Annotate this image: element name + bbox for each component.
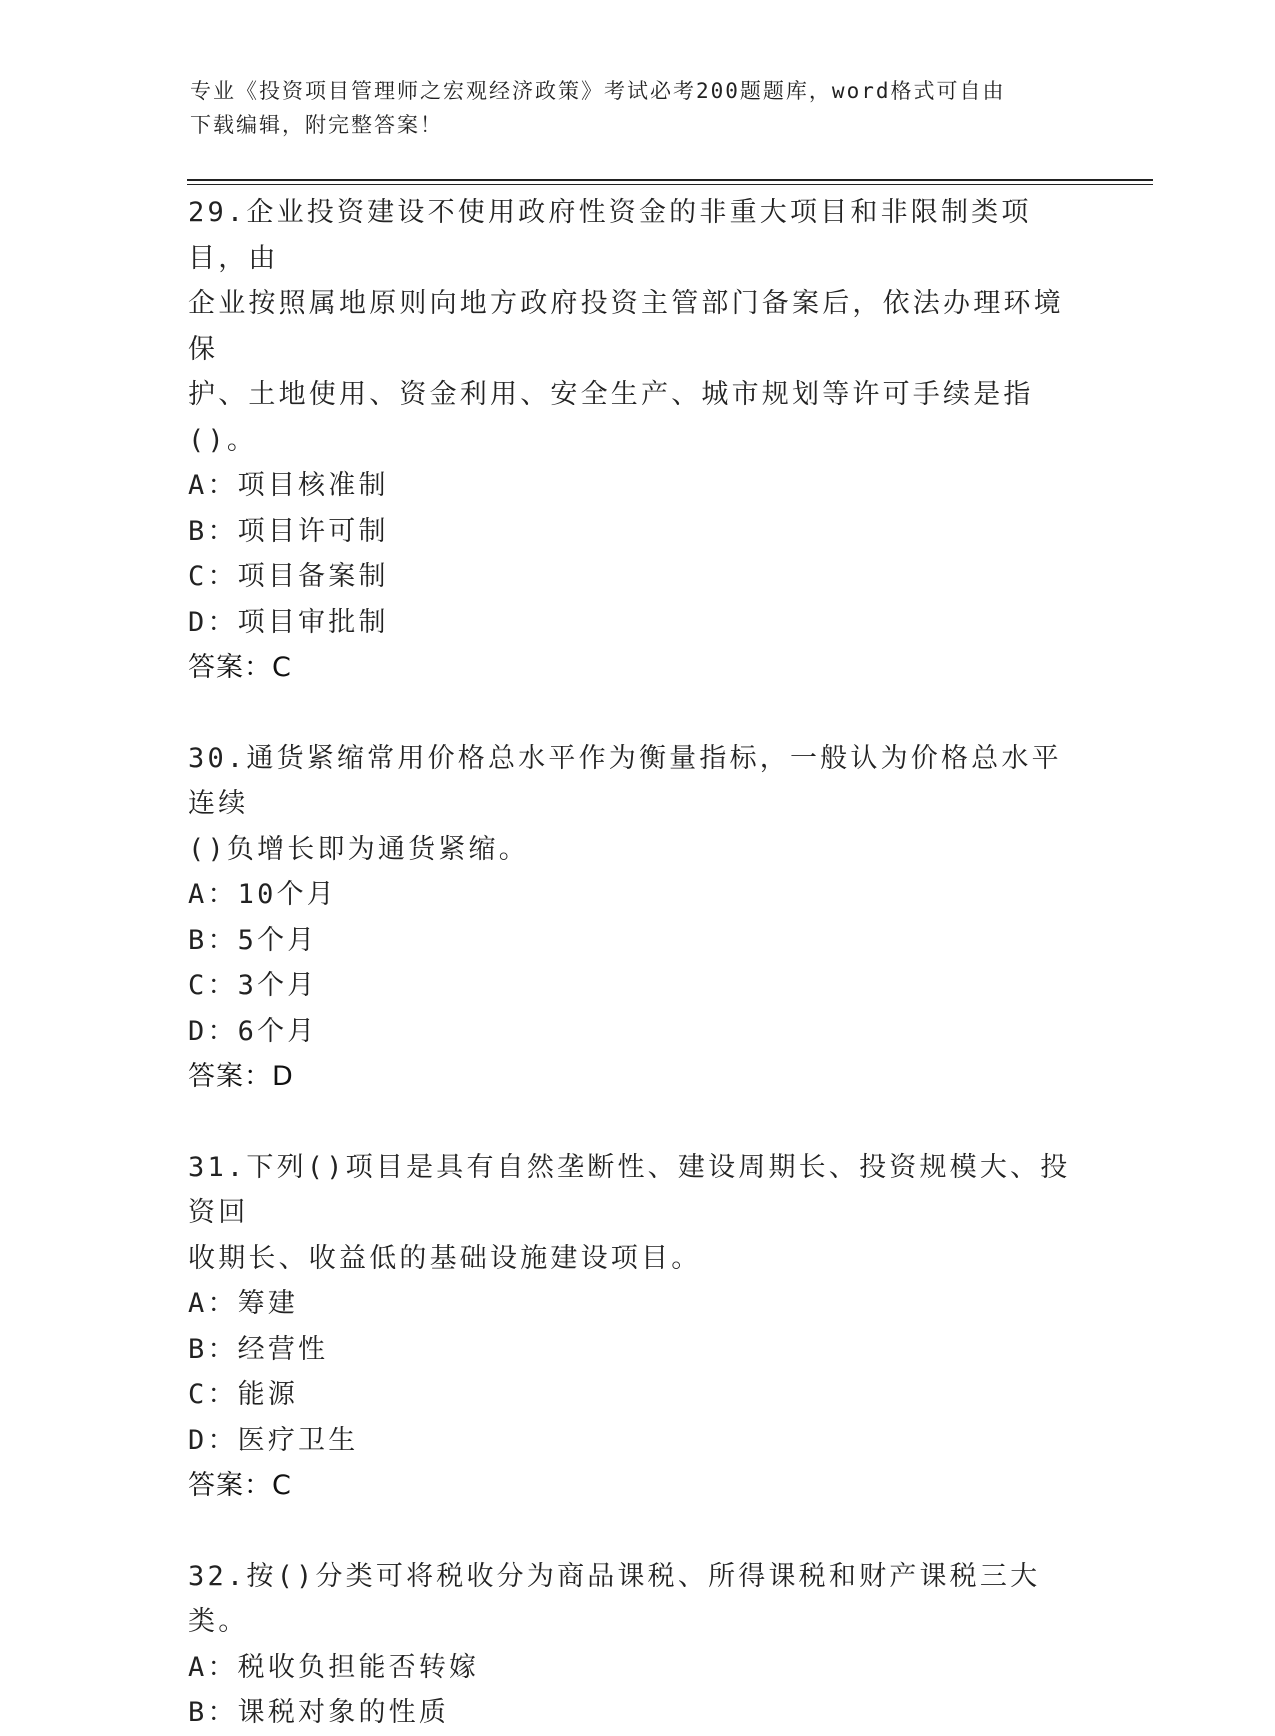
question-32: [188, 1554, 1088, 1736]
header-line-2: 下载编辑，附完整答案！: [190, 113, 443, 137]
question-spacer: [188, 1509, 1088, 1554]
option-d: D：医疗卫生: [188, 1424, 359, 1456]
option-a: A：项目核准制: [188, 470, 389, 501]
question-29: [188, 190, 1088, 691]
question-spacer: [188, 691, 1088, 736]
answer-label: 答案：C: [188, 652, 292, 683]
question-31: [188, 1145, 1088, 1509]
header-line-1: 专业《投资项目管理师之宏观经济政策》考试必考200题题库，word格式可自由: [190, 79, 1006, 103]
option-d: D：项目审批制: [188, 606, 389, 638]
question-text: [188, 190, 1088, 463]
question-list: [188, 190, 1088, 1736]
question-text: [188, 1554, 1088, 1645]
question-30: [188, 736, 1088, 1100]
answer-label: 答案：D: [188, 1061, 294, 1092]
question-text-line: 30.通货紧缩常用价格总水平作为衡量指标，一般认为价格总水平连续: [188, 742, 1062, 819]
option-b: B：项目许可制: [188, 515, 389, 547]
option-a: A：税收负担能否转嫁: [188, 1651, 480, 1683]
header-divider-thin: [187, 184, 1153, 185]
question-text: [188, 736, 1088, 873]
option-c: C：3个月: [188, 970, 318, 1001]
answer-label: 答案：C: [188, 1470, 292, 1501]
question-text-line: 29.企业投资建设不使用政府性资金的非重大项目和非限制类项目，由: [188, 197, 1032, 274]
option-c: C：能源: [188, 1379, 299, 1410]
option-a: A：10个月: [188, 879, 337, 910]
option-a: A：筹建: [188, 1288, 299, 1319]
option-b: B：课税对象的性质: [188, 1697, 450, 1728]
option-b: B：经营性: [188, 1333, 329, 1365]
question-text-line: 收期长、收益低的基础设施建设项目。: [188, 1242, 702, 1274]
question-text-line: ()负增长即为通货紧缩。: [188, 833, 529, 865]
header-divider-thick: [187, 179, 1153, 181]
option-c: C：项目备案制: [188, 561, 389, 592]
question-text-line: 企业按照属地原则向地方政府投资主管部门备案后，依法办理环境保: [188, 288, 1064, 365]
question-text: [188, 1145, 1088, 1282]
document-header: [190, 74, 1080, 142]
question-spacer: [188, 1100, 1088, 1145]
option-d: D：6个月: [188, 1015, 318, 1047]
question-text-line: 护、土地使用、资金利用、安全生产、城市规划等许可手续是指()。: [188, 379, 1034, 456]
option-b: B：5个月: [188, 924, 318, 956]
question-text-line: 31.下列()项目是具有自然垄断性、建设周期长、投资规模大、投资回: [188, 1151, 1071, 1228]
question-text-line: 32.按()分类可将税收分为商品课税、所得课税和财产课税三大类。: [188, 1560, 1041, 1637]
